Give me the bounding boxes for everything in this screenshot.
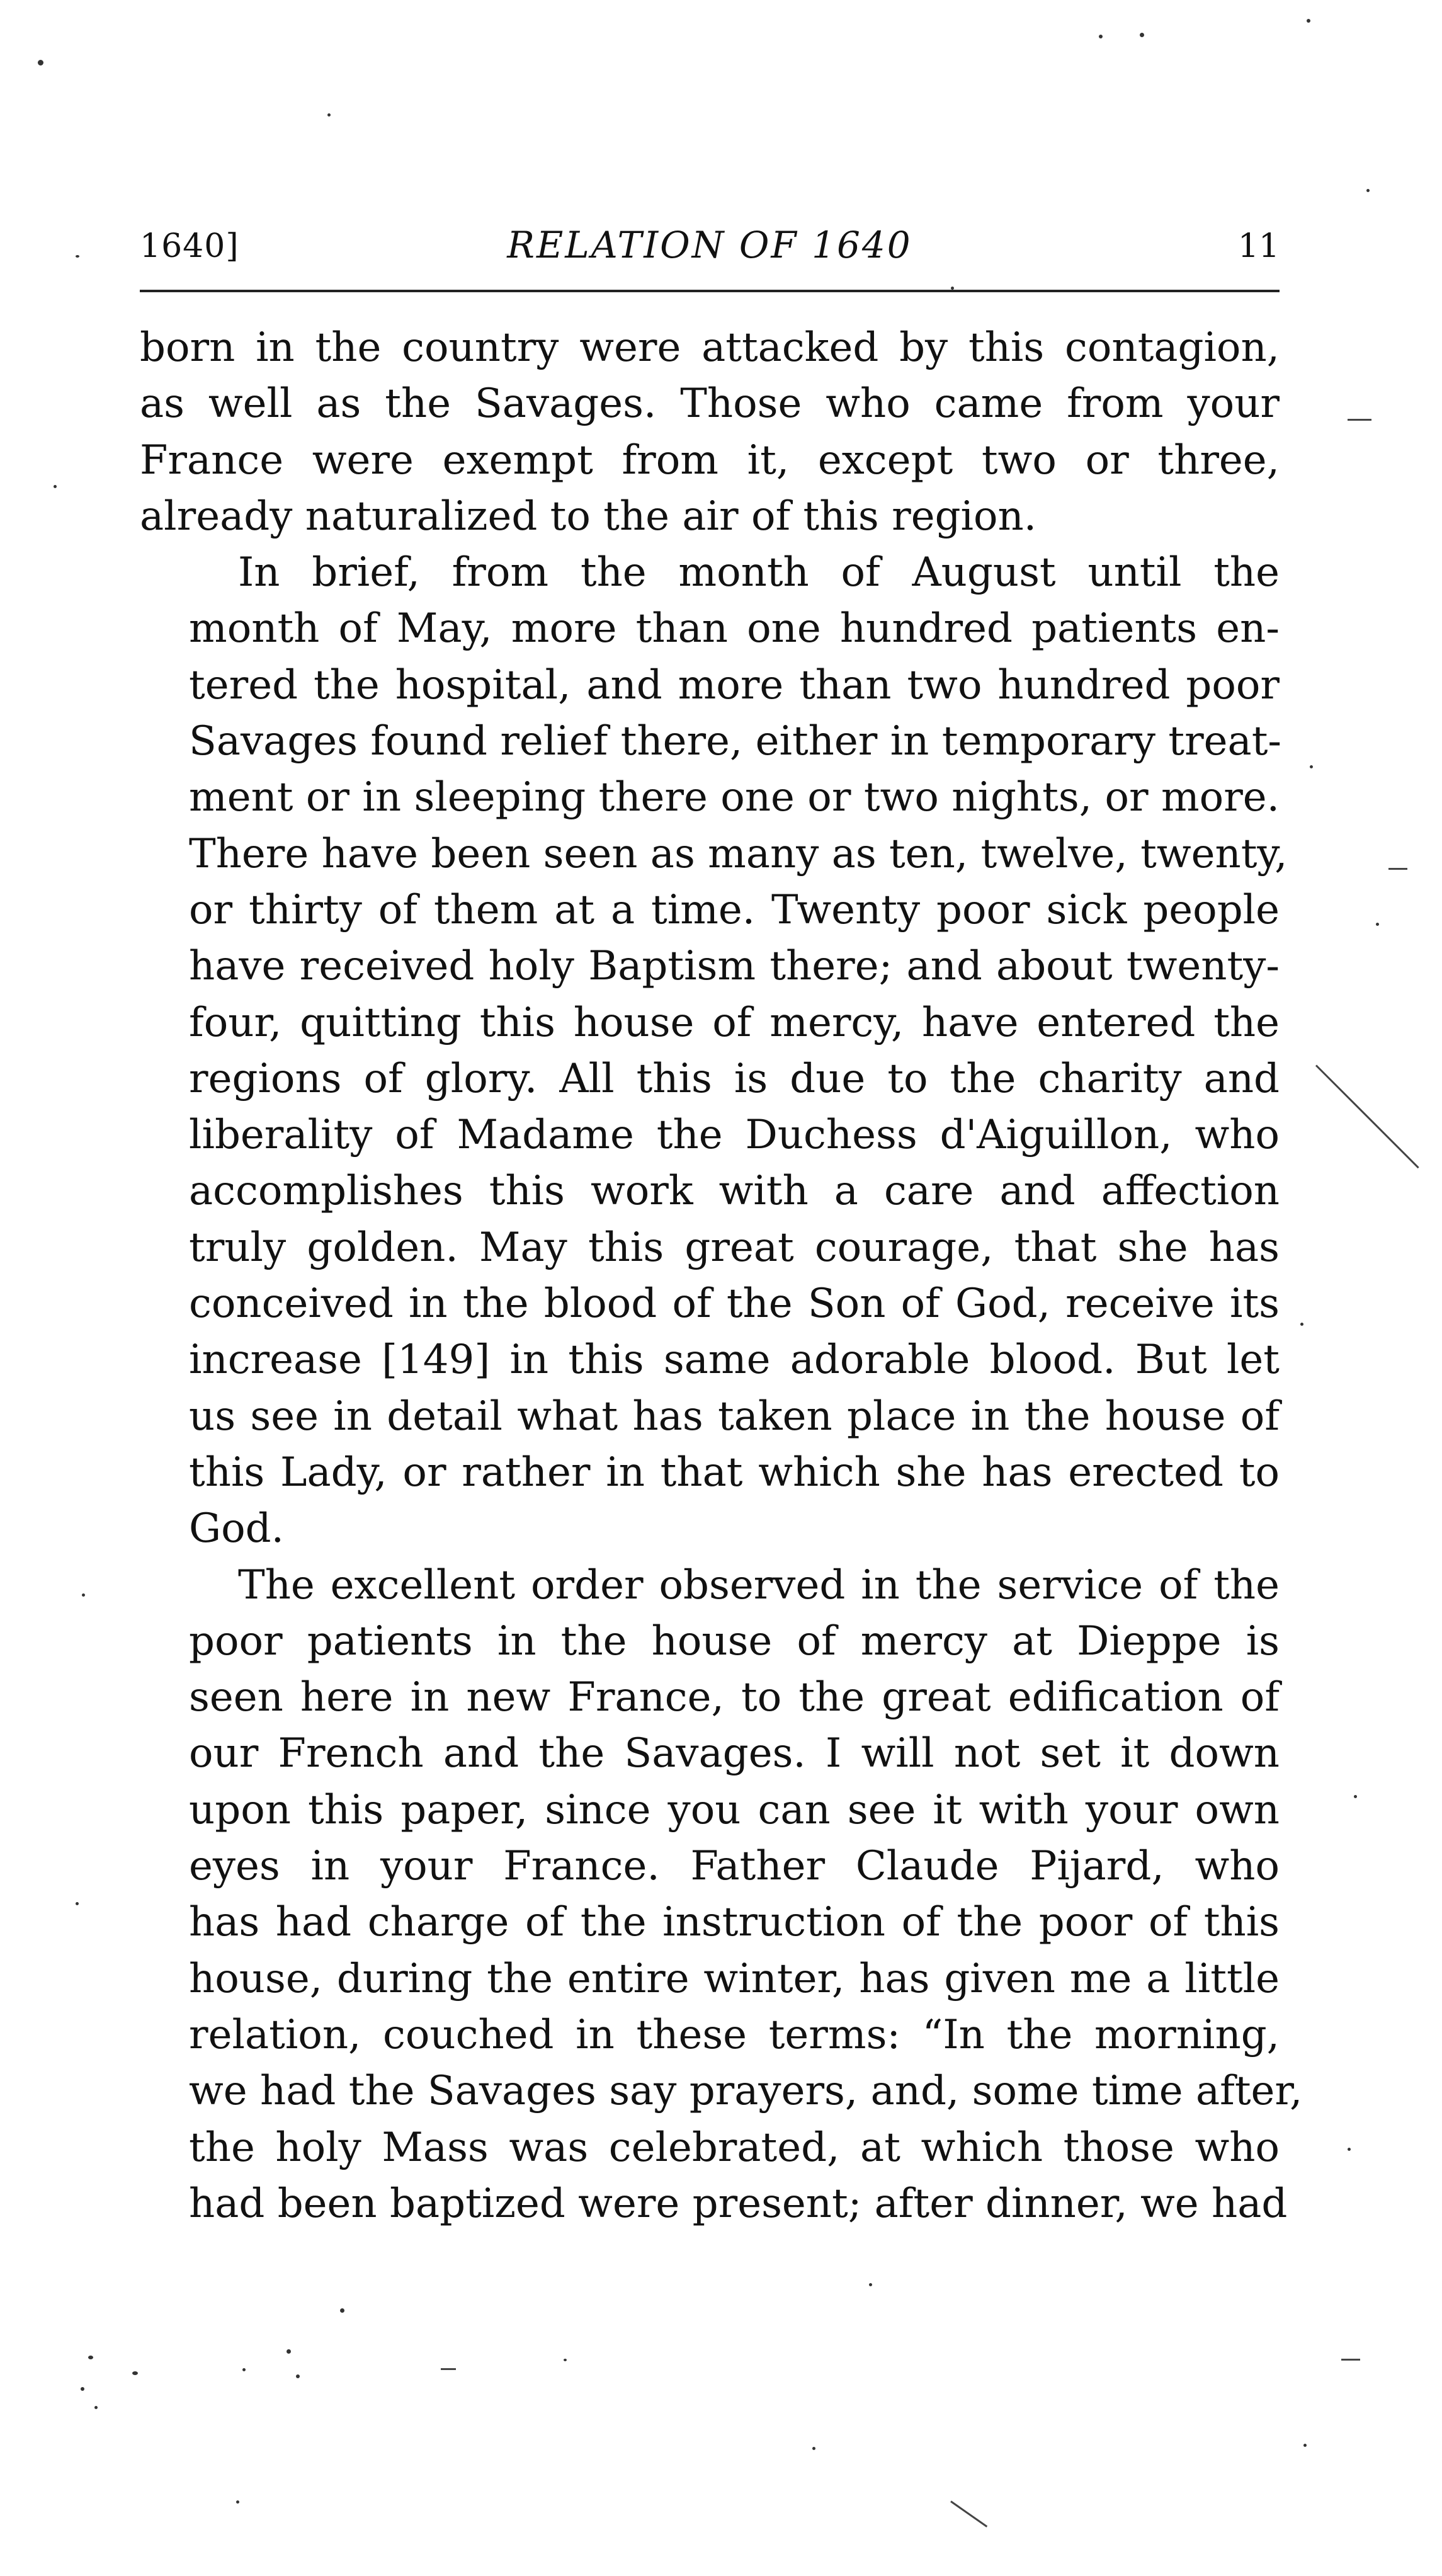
text-line: born in the country were attacked by this contagion, [140, 324, 1280, 371]
text-line: seen here in new France, to the great edification of [189, 1674, 1280, 1721]
scan-speck [1310, 765, 1313, 768]
text-line: our French and the Savages. I will not set it down [189, 1730, 1280, 1777]
scan-speck [242, 2368, 246, 2371]
scan-speck [812, 2447, 815, 2450]
text-line: truly golden. May this great courage, that she has [189, 1224, 1280, 1271]
scan-speck [340, 2308, 344, 2313]
scan-speck [564, 2359, 567, 2361]
scan-speck [82, 1593, 85, 1597]
text-line: liberality of Madame the Duchess d'Aiguillon, who [189, 1112, 1280, 1159]
text-line: relation, couched in these terms: “In the morning, [189, 2011, 1280, 2058]
scan-speck [88, 2356, 93, 2359]
paragraph [140, 1558, 1303, 2233]
scan-speck [1348, 2148, 1351, 2151]
scan-speck [1300, 1323, 1303, 1326]
scan-speck [951, 287, 954, 290]
text-line: accomplishes this work with a care and affection [189, 1168, 1280, 1215]
header-year: 1640] [140, 227, 239, 265]
scan-speck [76, 1902, 79, 1905]
text-line: upon this paper, since you can see it with your own [189, 1786, 1280, 1833]
scan-speck [236, 2500, 239, 2504]
text-line: regions of glory. All this is due to the charity and [189, 1055, 1280, 1102]
text-line: had been baptized were present; after dinner, we had [189, 2180, 1288, 2227]
text-line: increase [149] in this same adorable blood. But let [189, 1336, 1280, 1384]
scan-speck [54, 485, 57, 488]
scan-speck [38, 60, 43, 66]
body-text [140, 320, 1303, 2232]
scan-speck [296, 2374, 300, 2378]
text-line: have received holy Baptism there; and about twenty- [189, 943, 1280, 990]
text-line: In brief, from the month of August until the [238, 549, 1280, 596]
text-line: we had the Savages say prayers, and, some time after, [189, 2068, 1303, 2115]
scan-speck [94, 2406, 98, 2409]
text-line: has had charge of the instruction of the poor of this [189, 1899, 1280, 1946]
paragraph [140, 320, 1280, 545]
text-line: France were exempt from it, except two or three, [140, 436, 1280, 484]
scan-speck [1140, 33, 1144, 37]
text-line: tered the hospital, and more than two hundred poor [189, 661, 1280, 709]
text-line: poor patients in the house of mercy at Dieppe is [189, 1617, 1280, 1665]
scan-speck [1307, 19, 1310, 23]
scan-speck [1099, 35, 1103, 38]
scan-speck [1366, 189, 1370, 192]
scan-speck [132, 2371, 138, 2375]
scan-speck [81, 2387, 84, 2391]
text-line: this Lady, or rather in that which she has erected to [189, 1449, 1280, 1496]
text-line: already naturalized to the air of this region. [140, 493, 1037, 540]
scan-speck [1354, 1795, 1357, 1798]
scan-stroke [1341, 2359, 1360, 2361]
paragraph [140, 545, 1288, 1557]
scan-stroke [1388, 868, 1407, 870]
text-line: conceived in the blood of the Son of God, receive its [189, 1280, 1280, 1328]
running-header [140, 224, 1280, 280]
scan-stroke [1348, 419, 1371, 421]
scan-speck [327, 113, 331, 117]
text-line: The excellent order observed in the service of the [238, 1561, 1280, 1609]
text-line: as well as the Savages. Those who came from your [140, 380, 1280, 428]
text-line: or thirty of them at a time. Twenty poor sick people [189, 886, 1280, 933]
text-line: the holy Mass was celebrated, at which those who [189, 2124, 1280, 2171]
scan-speck [287, 2349, 291, 2354]
header-rule [140, 290, 1280, 292]
scan-stroke [950, 2500, 987, 2528]
page-number: 11 [1237, 227, 1280, 265]
scan-stroke [1315, 1064, 1419, 1168]
scan-speck [1376, 923, 1379, 926]
text-line: four, quitting this house of mercy, have entered the [189, 999, 1280, 1046]
scan-speck [869, 2283, 872, 2286]
text-line: eyes in your France. Father Claude Pijard, who [189, 1843, 1280, 1890]
scan-stroke [441, 2368, 456, 2370]
text-line: house, during the entire winter, has given me a little [189, 1955, 1280, 2002]
header-title: RELATION OF 1640 [507, 224, 912, 266]
text-line: Savages found relief there, either in temporary treat- [189, 718, 1282, 765]
text-line: ment or in sleeping there one or two nights, or more. [189, 774, 1280, 821]
text-line: There have been seen as many as ten, twelve, twenty, [189, 830, 1288, 877]
scan-speck [1303, 2444, 1307, 2447]
text-line: God. [189, 1505, 284, 1553]
text-line: us see in detail what has taken place in the house of [189, 1393, 1280, 1440]
scan-speck [76, 255, 79, 258]
text-line: month of May, more than one hundred patients en- [189, 605, 1280, 653]
